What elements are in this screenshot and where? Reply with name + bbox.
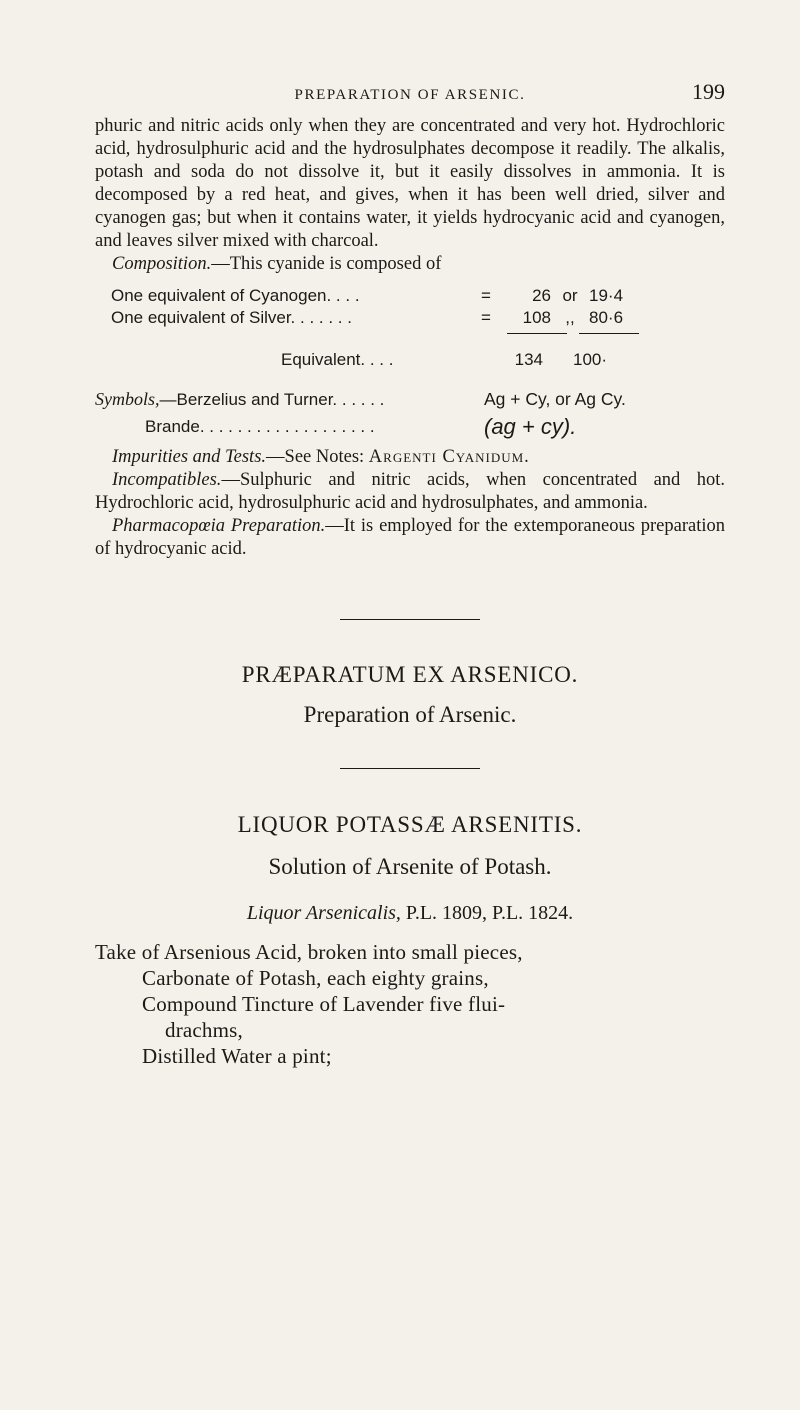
section-title: PRÆPARATUM EX ARSENICO. [241, 662, 579, 687]
incompatibles-text: —Sulphuric and nitric acids, when concentrated and hot. Hydrochloric acid, hydrosulphuric acid and hydrosulphates, and ammonia. [95, 470, 725, 513]
recipe-line: drachms, [165, 1018, 243, 1042]
page-body [95, 115, 725, 1069]
symbols-formula: Ag + Cy, or Ag Cy. [484, 389, 626, 409]
sum-rule-right [579, 333, 639, 334]
notes-block [95, 446, 725, 561]
composition-row-label: One equivalent of Cyanogen. . . . [111, 286, 360, 305]
symbols-block [95, 386, 725, 440]
equals-sign: = [481, 286, 491, 305]
total-equivalent: 134 [514, 350, 543, 369]
symbols-label [95, 386, 484, 413]
total-percent: 100· [573, 350, 608, 369]
symbols-row [95, 386, 725, 413]
recipe-line: Compound Tincture of Lavender five flui- [142, 992, 506, 1016]
equivalent-value: 26 [532, 286, 551, 305]
composition-paragraph [95, 253, 725, 276]
separator: ,, [565, 308, 575, 327]
subsection-title: LIQUOR POTASSÆ ARSENITIS. [237, 812, 583, 837]
brande-label: Brande. . . . . . . . . . . . . . . . . . . [145, 417, 375, 436]
impurities-text: —See Notes: [266, 447, 365, 467]
impurities-label: Impurities and Tests. [112, 447, 267, 467]
composition-row [111, 285, 725, 307]
composition-row-values [481, 307, 625, 329]
composition-table [111, 285, 725, 371]
recipe [95, 939, 725, 1069]
book-page [95, 75, 725, 1069]
section-subtitle: Preparation of Arsenic. [303, 702, 517, 727]
composition-text: —This cyanide is composed of [211, 254, 442, 274]
composition-label: Composition. [112, 254, 212, 274]
impurities-ref: Argenti Cyanidum. [368, 447, 530, 467]
page-number: 199 [692, 79, 725, 104]
pharmacopoeia-reference [95, 902, 725, 925]
sum-rule [111, 333, 725, 343]
incompatibles-label: Incompatibles. [112, 470, 222, 490]
incompatibles-paragraph [95, 469, 725, 515]
running-head [95, 75, 725, 109]
symbols-title: Symbols, [95, 389, 160, 409]
composition-row-label: One equivalent of Silver. . . . . . . [111, 308, 352, 327]
total-label: Equivalent. . . . [281, 350, 394, 369]
equals-sign: = [481, 308, 491, 327]
impurities-paragraph [95, 446, 725, 469]
subsection-subtitle: Solution of Arsenite of Potash. [268, 854, 552, 879]
section-divider [340, 768, 480, 769]
symbols-authors: —Berzelius and Turner. . . . . . [159, 390, 385, 409]
recipe-line: Take of Arsenious Acid, broken into small pieces, [95, 940, 523, 964]
recipe-line: Distilled Water a pint; [142, 1044, 332, 1068]
pharm-refs: P.L. 1809, P.L. 1824. [405, 902, 574, 924]
brande-row [95, 413, 725, 440]
pharm-name: Liquor Arsenicalis, [246, 902, 401, 924]
section-divider [340, 619, 480, 620]
equivalent-value: 108 [522, 308, 551, 327]
composition-row [111, 307, 725, 329]
percent-value: 80·6 [589, 308, 624, 327]
intro-paragraph: phuric and nitric acids only when they are concentrated and very hot. Hydrochloric acid, hydrosulphuric acid and the hydrosulphates decompose it readily. The alkalis, potash and soda do not dissolve it, but it easily dissolves in ammonia. It is decomposed by a red heat, and gives, when it has been well dried, silver and cyanogen gas; but when it contains water, it yields hydrocyanic acid and cyanogen, and leaves silver mixed with charcoal. [95, 116, 725, 251]
recipe-line: Carbonate of Potash, each eighty grains, [142, 966, 489, 990]
composition-total-row [111, 349, 725, 371]
pharmacopoeia-paragraph [95, 515, 725, 561]
separator: or [562, 286, 578, 305]
running-title: PREPARATION OF ARSENIC. [294, 87, 526, 103]
brande-formula: (ag + cy). [484, 414, 577, 439]
pharmacopoeia-text: —It is employed for the extemporaneous preparation of hydrocyanic acid. [95, 516, 725, 559]
composition-row-values [481, 285, 625, 307]
sum-rule-left [507, 333, 567, 334]
pharmacopoeia-label: Pharmacopœia Preparation. [112, 516, 326, 536]
percent-value: 19·4 [589, 286, 624, 305]
